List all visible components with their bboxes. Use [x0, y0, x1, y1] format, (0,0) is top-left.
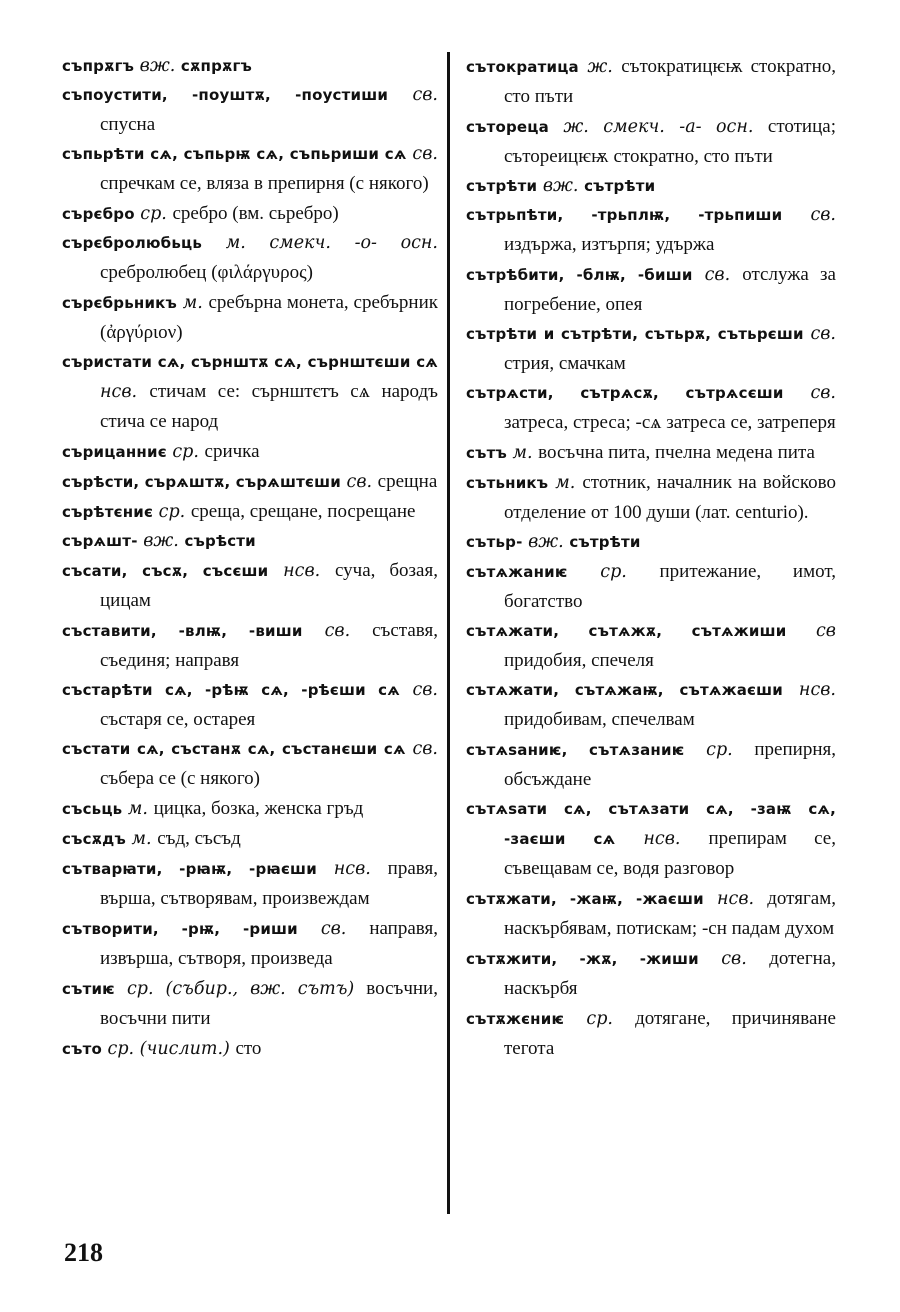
- definition: съд, съсъд: [157, 828, 241, 849]
- grammar-label: св.: [704, 265, 731, 285]
- dictionary-entry: [62, 974, 438, 1034]
- definition: затреса, стреса; -сѧ затреса се, затреперя: [504, 412, 836, 433]
- definition: стрия, смачкам: [504, 353, 626, 374]
- definition: дотягане, причиняване тегота: [504, 1008, 836, 1059]
- grammar-label: нсв.: [100, 382, 138, 402]
- headword: сътьр-: [466, 533, 523, 551]
- dictionary-entry: [466, 260, 836, 320]
- headword: сътьникъ: [466, 474, 549, 492]
- dictionary-entry: [466, 557, 836, 617]
- grammar-label: м.: [555, 473, 576, 493]
- left-column: [62, 52, 438, 1064]
- definition: восъчна пита, пчелна медена пита: [538, 442, 815, 463]
- grammar-label: св.: [346, 472, 373, 492]
- grammar-label: м. смекч. -о- осн.: [225, 233, 438, 253]
- definition: препирня, обсъждане: [504, 739, 836, 790]
- grammar-label: св.: [320, 919, 347, 939]
- grammar-label: св.: [412, 85, 438, 105]
- dictionary-entry: [466, 528, 836, 557]
- dictionary-entry: [62, 199, 438, 229]
- grammar-label: ср.: [586, 1009, 613, 1029]
- definition: събера се (с някого): [100, 768, 260, 789]
- grammar-label: вж.: [139, 56, 176, 76]
- definition: придобивам, спечелвам: [504, 709, 695, 730]
- grammar-label: нсв.: [717, 889, 755, 909]
- definition: сѫпрѫгъ: [180, 57, 253, 75]
- definition: препирам се, съвещавам се, водя разговор: [504, 828, 836, 879]
- headword: съто: [62, 1040, 102, 1058]
- dictionary-entry: [62, 676, 438, 735]
- headword: сътѧѕаниѥ, сътѧзаниѥ: [466, 741, 685, 759]
- grammar-label: ср.: [172, 442, 199, 462]
- definition: суча, бозая, цицам: [100, 560, 438, 611]
- grammar-label: нсв.: [643, 829, 681, 849]
- dictionary-entry: [466, 1004, 836, 1064]
- grammar-label: св.: [324, 621, 351, 641]
- dictionary-entry: [62, 824, 438, 854]
- headword: сътѫжати, -жаѭ, -жаєши: [466, 890, 704, 908]
- dictionary-entry: [466, 944, 836, 1004]
- headword: съпоустити, -поуштѫ, -поустиши: [62, 86, 389, 104]
- grammar-label: св.: [412, 144, 438, 164]
- headword: сътворити, -рѭ, -риши: [62, 920, 298, 938]
- page-number: 218: [64, 1238, 103, 1267]
- headword: сътократица: [466, 58, 579, 76]
- definition: придобия, спечеля: [504, 650, 654, 671]
- headword: сътѧжати, сътѧжаѭ, сътѧжаєши: [466, 681, 783, 699]
- grammar-label: м.: [182, 293, 203, 313]
- grammar-label: вж.: [528, 532, 564, 552]
- headword: сътрѣти: [466, 177, 538, 195]
- grammar-label: ср.: [140, 204, 167, 224]
- headword: сътварꙗти, -рꙗѭ, -рꙗєши: [62, 860, 317, 878]
- grammar-label: св.: [412, 680, 438, 700]
- definition: восъчни, восъчни пити: [100, 978, 438, 1029]
- grammar-label: ж.: [587, 57, 613, 77]
- grammar-label: св: [816, 621, 836, 641]
- definition: сребро (вм. сьребро): [172, 203, 339, 224]
- grammar-label: нсв.: [283, 561, 321, 581]
- dictionary-entry: [466, 379, 836, 438]
- headword: съставити, -влѭ, -виши: [62, 622, 303, 640]
- dictionary-entry: [62, 229, 438, 288]
- grammar-label: м.: [512, 443, 533, 463]
- grammar-label: ср. (числит.): [107, 1039, 230, 1059]
- dictionary-entry: [62, 854, 438, 914]
- definition: сътрѣти: [569, 533, 641, 551]
- grammar-label: м.: [127, 799, 148, 819]
- headword: съристати сѧ, сърнштѫ сѧ, сърнштєши сѧ: [62, 353, 438, 371]
- headword: съсати, съсѫ, съсєши: [62, 562, 269, 580]
- dictionary-entry: [62, 794, 438, 824]
- headword: сътѧѕати сѧ, сътѧзати сѧ, -заѭ сѧ, -заєши сѧ: [466, 800, 836, 848]
- definition: срещна: [377, 471, 438, 492]
- headword: сърицанниє: [62, 443, 167, 461]
- definition: отслужа за погребение, опея: [504, 264, 836, 315]
- definition: сътрѣти: [584, 177, 656, 195]
- definition: правя, върша, сътворявам, произвеждам: [100, 858, 438, 909]
- headword: сътрѧсти, сътрѧсѫ, сътрѧсєши: [466, 384, 784, 402]
- grammar-label: ср. (събир., вж. сътъ): [126, 979, 355, 999]
- definition: стотник, началник на войсково отделение от 100 души (лат. centurio).: [504, 472, 836, 523]
- definition: направя, извърша, сътворя, произведа: [100, 918, 438, 969]
- headword: сътѧжаниѥ: [466, 563, 568, 581]
- headword: сътрьпѣти, -трьплѭ, -трьпиши: [466, 206, 783, 224]
- dictionary-entry: [62, 140, 438, 199]
- grammar-label: св.: [412, 739, 438, 759]
- headword: сътрѣбити, -блѭ, -биши: [466, 266, 693, 284]
- dictionary-entry: [62, 437, 438, 467]
- dictionary-entry: [62, 735, 438, 794]
- headword: сърѣтєниє: [62, 503, 154, 521]
- headword: сърєбро: [62, 205, 135, 223]
- dictionary-entry: [466, 468, 836, 528]
- dictionary-entry: [62, 288, 438, 348]
- headword: сътѧжати, сътѧжѫ, сътѧжиши: [466, 622, 787, 640]
- grammar-label: ж. смекч. -а- осн.: [563, 117, 754, 137]
- definition: притежание, имот, богатство: [504, 561, 836, 612]
- dictionary-entry: [466, 676, 836, 735]
- grammar-label: ср.: [600, 562, 627, 582]
- definition: издържа, изтърпя; удържа: [504, 234, 715, 255]
- headword: сърѧшт-: [62, 532, 138, 550]
- dictionary-entry: [466, 795, 836, 884]
- headword: сърєбрьникъ: [62, 294, 178, 312]
- definition: среща, срещане, посрещане: [190, 501, 416, 522]
- headword: съпьрѣти сѧ, съпьрѭ сѧ, съпьриши сѧ: [62, 145, 407, 163]
- grammar-label: вж.: [143, 531, 179, 551]
- headword: състарѣти сѧ, -рѣѭ сѧ, -рѣєши сѧ: [62, 681, 400, 699]
- headword: сътъ: [466, 444, 507, 462]
- dictionary-entry: [62, 914, 438, 974]
- grammar-label: ср.: [706, 740, 733, 760]
- dictionary-entry: [466, 320, 836, 379]
- grammar-label: нсв.: [798, 680, 836, 700]
- definition: спречкам се, вляза в препирня (с някого): [100, 173, 429, 194]
- dictionary-entry: [466, 735, 836, 795]
- definition: съставя, съединя; направя: [100, 620, 438, 671]
- grammar-label: вж.: [542, 176, 579, 196]
- definition: цицка, бозка, женска гръд: [153, 798, 364, 819]
- headword: сътѫжити, -жѫ, -жиши: [466, 950, 699, 968]
- grammar-label: св.: [810, 324, 836, 344]
- grammar-label: нсв.: [333, 859, 371, 879]
- dictionary-entry: [466, 52, 836, 112]
- headword: сътрѣти и сътрѣти, сътьрѫ, сътьрєши: [466, 325, 804, 343]
- headword: сътореца: [466, 118, 549, 136]
- dictionary-entry: [62, 616, 438, 676]
- right-column: [466, 52, 836, 1064]
- dictionary-entry: [62, 1034, 438, 1064]
- dictionary-entry: [62, 497, 438, 527]
- definition: сърѣсти: [184, 532, 256, 550]
- definition: сребърна монета, сребърник (ἀργύριον): [100, 292, 438, 343]
- definition: стичам се: сърнштєтъ сѧ народъ стича се народ: [100, 381, 438, 432]
- dictionary-entry: [62, 556, 438, 616]
- headword: съсѫдъ: [62, 830, 126, 848]
- dictionary-entry: [62, 52, 438, 81]
- dictionary-entry: [466, 172, 836, 201]
- dictionary-entry: [62, 527, 438, 556]
- headword: съпрѫгъ: [62, 57, 135, 75]
- definition: дотягам, наскърбявам, потискам; -сн падам духом: [504, 888, 836, 939]
- headword: състати сѧ, състанѫ сѧ, състанєши сѧ: [62, 740, 406, 758]
- dictionary-entry: [466, 438, 836, 468]
- dictionary-entry: [466, 617, 836, 676]
- grammar-label: св.: [810, 205, 836, 225]
- headword: сътиѥ: [62, 980, 115, 998]
- grammar-label: ср.: [158, 502, 186, 522]
- dictionary-entry: [62, 348, 438, 437]
- dictionary-entry: [466, 884, 836, 944]
- headword: сътѫжєниѥ: [466, 1010, 565, 1028]
- dictionary-entry: [466, 112, 836, 172]
- definition: сричка: [204, 441, 260, 462]
- definition: състаря се, остарея: [100, 709, 256, 730]
- column-divider: [447, 52, 450, 1214]
- definition: дотегна, наскърбя: [504, 948, 836, 999]
- headword: съсьць: [62, 800, 123, 818]
- definition: спусна: [100, 114, 156, 135]
- dictionary-entry: [62, 467, 438, 497]
- grammar-label: м.: [131, 829, 152, 849]
- definition: стотица; сътореицѥѭ стократно, сто пъти: [504, 116, 836, 167]
- dictionary-entry: [62, 81, 438, 140]
- headword: сърѣсти, сърѧштѫ, сърѧштєши: [62, 473, 341, 491]
- grammar-label: св.: [721, 949, 747, 969]
- dictionary-entry: [466, 201, 836, 260]
- grammar-label: св.: [810, 383, 836, 403]
- definition: сто: [235, 1038, 262, 1059]
- definition: сътократицѥѭ стократно, сто пъти: [504, 56, 836, 107]
- headword: сърєбролюбьць: [62, 234, 203, 252]
- definition: сребролюбец (φιλάργυρος): [100, 262, 313, 283]
